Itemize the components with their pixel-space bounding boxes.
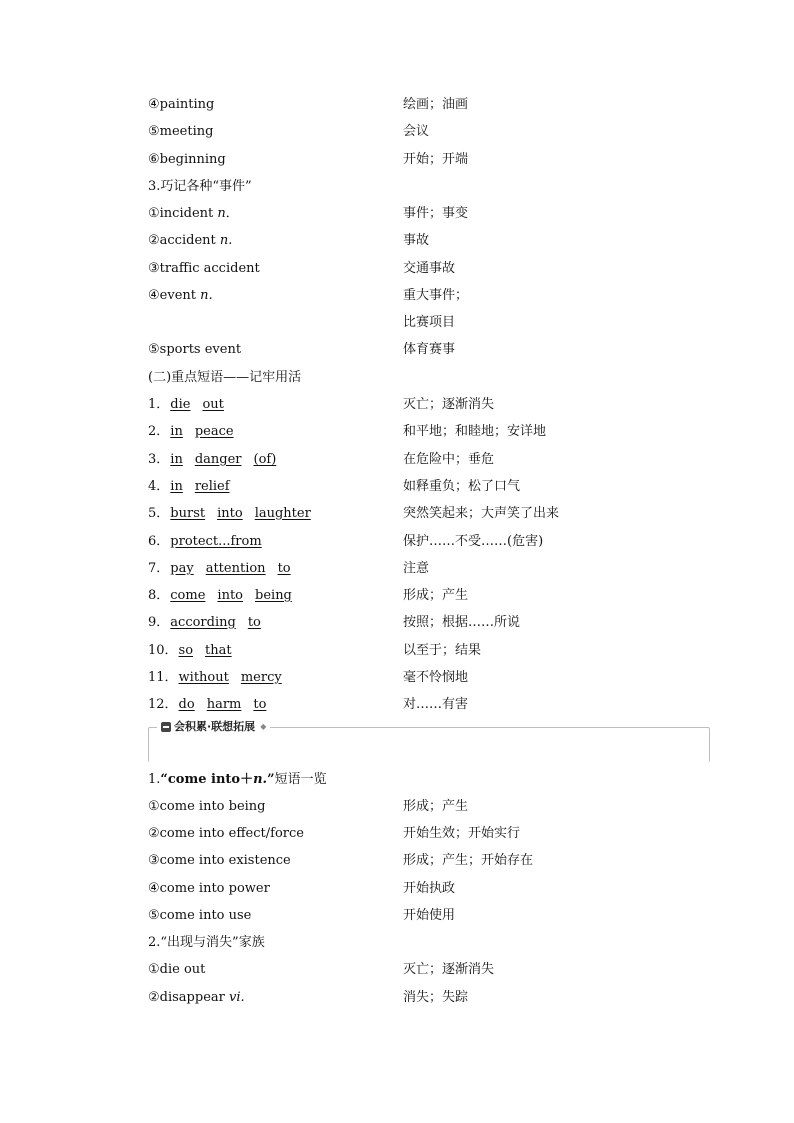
phrase-row [0, 641, 794, 661]
phrase-number: 3． [148, 452, 170, 467]
phrase-word: harm [206, 697, 242, 712]
part-of-speech: vi. [229, 990, 245, 1005]
entry-english: ②disappear vi. [148, 990, 245, 1005]
phrase-english [148, 395, 225, 415]
phrase-word: do [178, 697, 195, 712]
entry-english: ④event n. [148, 288, 213, 303]
phrase-chinese: 和平地；和睦地；安详地 [403, 424, 547, 439]
entry-english: ④painting [148, 97, 215, 112]
list-item [0, 824, 794, 844]
phrase-chinese: 按照；根据……所说 [403, 615, 521, 630]
phrase-word: burst [170, 506, 206, 521]
phrase-number: 1． [148, 397, 170, 412]
phrase-word: so [178, 643, 194, 658]
phrase-word: peace [194, 424, 234, 439]
phrase-english [148, 668, 283, 688]
entry-chinese: 开始执政 [403, 881, 456, 896]
part-of-speech: n. [200, 288, 213, 303]
phrase-chinese: 以至于；结果 [403, 643, 482, 658]
entry-english: ③traffic accident [148, 261, 260, 276]
part-of-speech: n. [219, 233, 233, 248]
entry-english: ①die out [148, 962, 206, 977]
entry-english: ⑤meeting [148, 124, 214, 139]
phrase-word: without [178, 670, 229, 685]
section-heading [0, 177, 794, 197]
section-heading [0, 933, 794, 953]
phrase-word: (of) [253, 452, 277, 467]
list-item [0, 340, 794, 360]
entry-chinese: 体育赛事 [403, 342, 456, 357]
list-item [0, 122, 794, 142]
phrase-word: in [170, 452, 183, 467]
phrase-chinese: 如释重负；松了口气 [403, 479, 521, 494]
list-item [0, 797, 794, 817]
entry-chinese: 消失；失踪 [403, 990, 469, 1005]
phrase-word: into [217, 506, 243, 521]
phrase-word: mercy [240, 670, 282, 685]
phrase-english [148, 532, 263, 552]
phrase-chinese: 注意 [403, 561, 430, 576]
part-of-speech: n [217, 206, 226, 221]
list-item [0, 259, 794, 279]
ext2-title: 2.“出现与消失”家族 [148, 935, 265, 950]
entry-chinese: 开始；开端 [403, 152, 469, 167]
entry-english: ④come into power [148, 881, 270, 896]
phrase-word: attention [205, 561, 266, 576]
section-heading [0, 770, 794, 790]
entry-chinese: 会议 [403, 124, 430, 139]
phrase-english [148, 504, 312, 524]
entry-english: ①incident n． [148, 206, 239, 221]
phrase-row [0, 504, 794, 524]
entry-chinese: 形成；产生；开始存在 [403, 853, 534, 868]
entry-chinese: 开始生效；开始实行 [403, 826, 521, 841]
phrase-chinese: 保护……不受……(危害) [403, 534, 544, 549]
entry-english: ②come into effect/force [148, 826, 304, 841]
ext1-title: 1.“come into＋n.”短语一览 [148, 772, 327, 787]
phrase-word: according [170, 615, 236, 630]
phrase-word: danger [194, 452, 242, 467]
phrase-number: 6． [148, 534, 170, 549]
phrase-word: pay [170, 561, 194, 576]
phrase-number: 12． [148, 697, 178, 712]
phrase-word: that [205, 643, 232, 658]
phrase-row [0, 450, 794, 470]
phrase-number: 9． [148, 615, 170, 630]
phrase-word: laughter [254, 506, 311, 521]
entry-chinese: 开始使用 [403, 908, 456, 923]
phrase-word: to [253, 697, 267, 712]
phrase-chinese: 对……有害 [403, 697, 469, 712]
phrase-word: to [277, 561, 291, 576]
phrase-word: in [170, 479, 183, 494]
list-item [0, 231, 794, 251]
phrase-number: 11． [148, 670, 178, 685]
phrase-word: protect...from [170, 534, 262, 549]
phrase-row [0, 395, 794, 415]
phrase-english [148, 477, 231, 497]
section3-title: 3.巧记各种“事件” [148, 179, 252, 194]
phrase-chinese: 形成；产生 [403, 588, 469, 603]
phrase-number: 5． [148, 506, 170, 521]
phrase-word: in [170, 424, 183, 439]
phrase-number: 10． [148, 643, 178, 658]
entry-chinese: 重大事件； [403, 288, 469, 303]
entry-english: ⑥beginning [148, 152, 226, 167]
phrase-english [148, 695, 267, 715]
phrase-word: into [217, 588, 244, 603]
section-heading [0, 368, 794, 388]
list-item [0, 95, 794, 115]
phrase-english [148, 422, 235, 442]
phrase-row [0, 532, 794, 552]
entry-chinese: 事故 [403, 233, 430, 248]
phrase-row [0, 422, 794, 442]
entry-english: ③come into existence [148, 853, 291, 868]
phrase-number: 4． [148, 479, 170, 494]
extension-box-label: 会积累·联想拓展 ◆ [157, 719, 270, 735]
phrase-row [0, 477, 794, 497]
entry-english: ⑤come into use [148, 908, 252, 923]
list-item [0, 851, 794, 871]
entry-english: ②accident n. [148, 233, 233, 248]
phrase-word: to [247, 615, 261, 630]
phrase-english [148, 586, 293, 606]
phrase-chinese: 毫不怜悯地 [403, 670, 469, 685]
phrase-word: relief [194, 479, 230, 494]
entry-chinese: 绘画；油画 [403, 97, 469, 112]
extension-box [148, 720, 710, 762]
phrase-row [0, 668, 794, 688]
phrase-row [0, 559, 794, 579]
phrase-chinese: 突然笑起来；大声笑了出来 [403, 506, 560, 521]
phrase-number: 8． [148, 588, 170, 603]
list-item [0, 960, 794, 980]
dot-icon: ◆ [260, 722, 267, 731]
phrase-row [0, 586, 794, 606]
phrase-english [148, 559, 292, 579]
entry-english: ⑤sports event [148, 342, 242, 357]
list-item [0, 988, 794, 1008]
entry-chinese: 事件；事变 [403, 206, 469, 221]
list-item [0, 286, 794, 306]
phrase-word: die [170, 397, 191, 412]
phrase-number: 2． [148, 424, 170, 439]
phrases-title: (二)重点短语——记牢用活 [148, 370, 302, 385]
list-item [0, 204, 794, 224]
phrase-row [0, 613, 794, 633]
phrase-word: come [170, 588, 206, 603]
entry-chinese: 比赛项目 [403, 315, 456, 330]
phrase-number: 7． [148, 561, 170, 576]
list-item [0, 879, 794, 899]
list-item [0, 313, 794, 333]
phrase-chinese: 在危险中；垂危 [403, 452, 495, 467]
list-item [0, 150, 794, 170]
list-item [0, 906, 794, 926]
entry-chinese: 交通事故 [403, 261, 456, 276]
minus-square-icon [161, 722, 171, 732]
phrase-english [148, 450, 277, 470]
phrase-word: out [202, 397, 224, 412]
phrase-word: being [255, 588, 292, 603]
entry-english: ①come into being [148, 799, 266, 814]
phrase-english [148, 641, 233, 661]
phrase-chinese: 灭亡；逐渐消失 [403, 397, 495, 412]
entry-chinese: 灭亡；逐渐消失 [403, 962, 495, 977]
phrase-english [148, 613, 262, 633]
phrase-row [0, 695, 794, 715]
entry-chinese: 形成；产生 [403, 799, 469, 814]
